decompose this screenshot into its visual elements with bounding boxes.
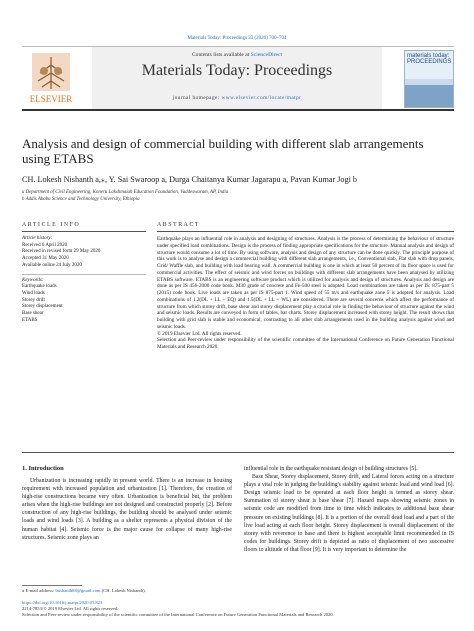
abstract-peer-review: Selection and Peer-review under responsibility of the scientific committee of the International Conference on Future Generation Functional Materials and Research 2020. [157, 337, 454, 350]
abstract-rule [157, 231, 454, 232]
homepage-prefix: journal homepage: [172, 95, 220, 101]
abstract-body [157, 236, 454, 351]
page-footer [22, 600, 454, 617]
keywords-label: Keywords: [22, 277, 44, 283]
history-online: Available online 24 July 2020 [22, 262, 82, 268]
introduction-heading: 1. Introduction [22, 465, 64, 472]
contents-line [92, 52, 382, 58]
journal-header [22, 46, 454, 111]
keyword-item: Base shear [22, 311, 44, 317]
article-info-rule [22, 231, 146, 232]
keyword-item: Storey displacement [22, 304, 63, 310]
elsevier-logo [22, 51, 80, 105]
journal-homepage [92, 95, 382, 101]
issn-line: 2214-7853/© 2019 Elsevier Ltd. All rights reserved. [22, 605, 119, 611]
footnote-rule [22, 585, 82, 586]
intro-paragraph-1-continued: influential role in the earthquake resistant design of building structures [5]. [244, 466, 418, 472]
article-info-block [22, 236, 146, 324]
keyword-item: Wind loads [22, 290, 45, 296]
journal-cover-image [404, 50, 454, 108]
intro-right-column [244, 465, 454, 554]
journal-masthead [92, 47, 382, 109]
history-received: Received 6 April 2020 [22, 242, 68, 248]
keyword-item: Storey drift [22, 297, 45, 303]
corresponding-author-footnote [22, 588, 222, 594]
doi-link[interactable]: https://doi.org/10.1016/j.matpr.2020.05.823 [22, 600, 103, 605]
footnote-author-name: (CH. Lokesh Nishanth). [101, 588, 146, 593]
intro-paragraph-2: Base Shear, Storey displacement, Storey drift, and Lateral forces acting on a structure plays a vital role in judging the building's stability against seismic load and wind load [6]. Design seismic load to be operated at each floor height is termed as storey shear. Summation of storey shear is base shear [7]. Hazard maps showing seismic zones in seismic code are modified from time to time which indicates to additional base shear pressure on existing buildings [8]. It is a portion of the overall dead load and a part of the live load acting at each floor height. Storey displacement is overall displacement of the storey with reverence to base and there is highest acceptable limit recommended in IS codes for buildings. Storey drift is depicted as ratio of displacement of two successive floors to altitude of that floor [9]. It is very important to determine the [244, 474, 454, 553]
author-email-link[interactable]: lnishanth88@gmail.com [55, 588, 101, 593]
journal-citation[interactable]: Materials Today: Proceedings 33 (2020) 700–704 [187, 36, 287, 41]
cover-title: materials today: PROCEEDINGS [407, 53, 452, 65]
keyword-item: ETABS [22, 317, 38, 323]
history-label: Article history: [22, 236, 53, 241]
keywords-section [22, 274, 146, 325]
author-list: CH. Lokesh Nishanth a,⁎, Y. Sai Swaroop a, Durga Chaitanya Kumar Jagarapu a, Pavan Kumar Jogi b [22, 175, 358, 184]
keyword-item: Earthquake loads [22, 284, 57, 290]
contents-prefix: Contents lists available at [191, 52, 250, 58]
article-info-heading: ARTICLE INFO [22, 222, 81, 228]
section-divider [22, 452, 454, 453]
intro-paragraph-1: Urbanization is increasing rapidly in present world. There is an increase in housing requirement with increased population and urbanization [1]. Therefore, the creation of high-rise constructions became very often. Urbanization is beneficial but, the problem arises when the high-rise buildings are not designed and constructed properly [2]. Before construction of any high-rise buildings, the building should be analysed under seismic loads and wind loads [3]. A building as a shelter represents a physical division of the human habitat [4]. Seismic force is the major cause for collapse of many high-rise structures. Seismic zone plays an [22, 478, 232, 541]
affiliation-a: a Department of Civil Engineering, Koneru Lakshmaiah Education Foundation, Vaddeswaram, AP, India [22, 190, 229, 195]
abstract-heading: ABSTRACT [157, 222, 201, 228]
sciencedirect-link[interactable]: ScienceDirect [250, 52, 283, 58]
abstract-text: Earthquake plays an influential role in analysis and designing of structures. Analysis is the process of determining the behaviour of structure under specified load combinations. Design is the process of finding appropriate specifications for the structure. Manual analysis and design of structure would consume a lot of time. By using software, analysis and design of any structure can be done quickly. The principle purpose of this work is to analyse and design a commercial building with different slab arrangements, i.e., Conventional slab, Flat slab with drop panels, Grid/ Waffle slab, and building with load bearing wall. A commercial building is one in which at least 50 percent of its floor space is used for commercial activities. The effect of seismic and wind forces on buildings with different slab arrangements have been analysed by utilizing ETABS software. ETABS is an engineering software product which is utilized for analysis and design of structures. Analysis and design are done as per IS 456-2000 code book. M30 grade of concrete and Fe-500 steel is adopted. Load combinations are taken as per IS: 875-part 5 (2015) code book. Live loads are taken as per IS 875-part 1. Wind speed of 55 m/s and earthquake zone 5 is adopted for analysis. Load combinations of 1.2(DL + LL + EQ) and 1.5(DL + LL + WL) are considered. There are several concerns which affect the performance of structure from which storey drift, base shear and storey displacement play a crucial role in finding the behaviour of structure against the wind and seismic loads. Results are conveyed in form of tables, bar charts. Storey displacement increased with storey height. The result shows that building with grid slab is stable and economical, contrasting to all other slab arrangements used in the building analysis against wind and seismic loads. [157, 236, 454, 330]
article-title: Analysis and design of commercial building with different slab arrangements using ETABS [22, 136, 424, 166]
footnote-label: E-mail address: [25, 588, 55, 593]
abstract-copyright: © 2019 Elsevier Ltd. All rights reserved. [157, 330, 242, 337]
intro-left-column [22, 477, 232, 542]
affiliations [22, 189, 454, 203]
cover-graphic [405, 85, 453, 107]
affiliation-b: b Addis Ababa Science and Technology University, Ethiopia [22, 197, 140, 202]
history-revised: Received in revised form 29 May 2020 [22, 249, 101, 255]
history-accepted: Accepted 31 May 2020 [22, 256, 69, 262]
footer-selection-note: Selection and Peer-review under responsibility of the scientific committee of the International Conference on Future Generation Functional Materials and Research 2020. [22, 611, 334, 617]
publisher-name: ELSEVIER [29, 94, 73, 104]
footnote-marker: ⁎ [22, 588, 25, 593]
homepage-url[interactable]: www.elsevier.com/locate/matpr [221, 95, 302, 101]
journal-name: Materials Today: Proceedings [141, 62, 333, 79]
